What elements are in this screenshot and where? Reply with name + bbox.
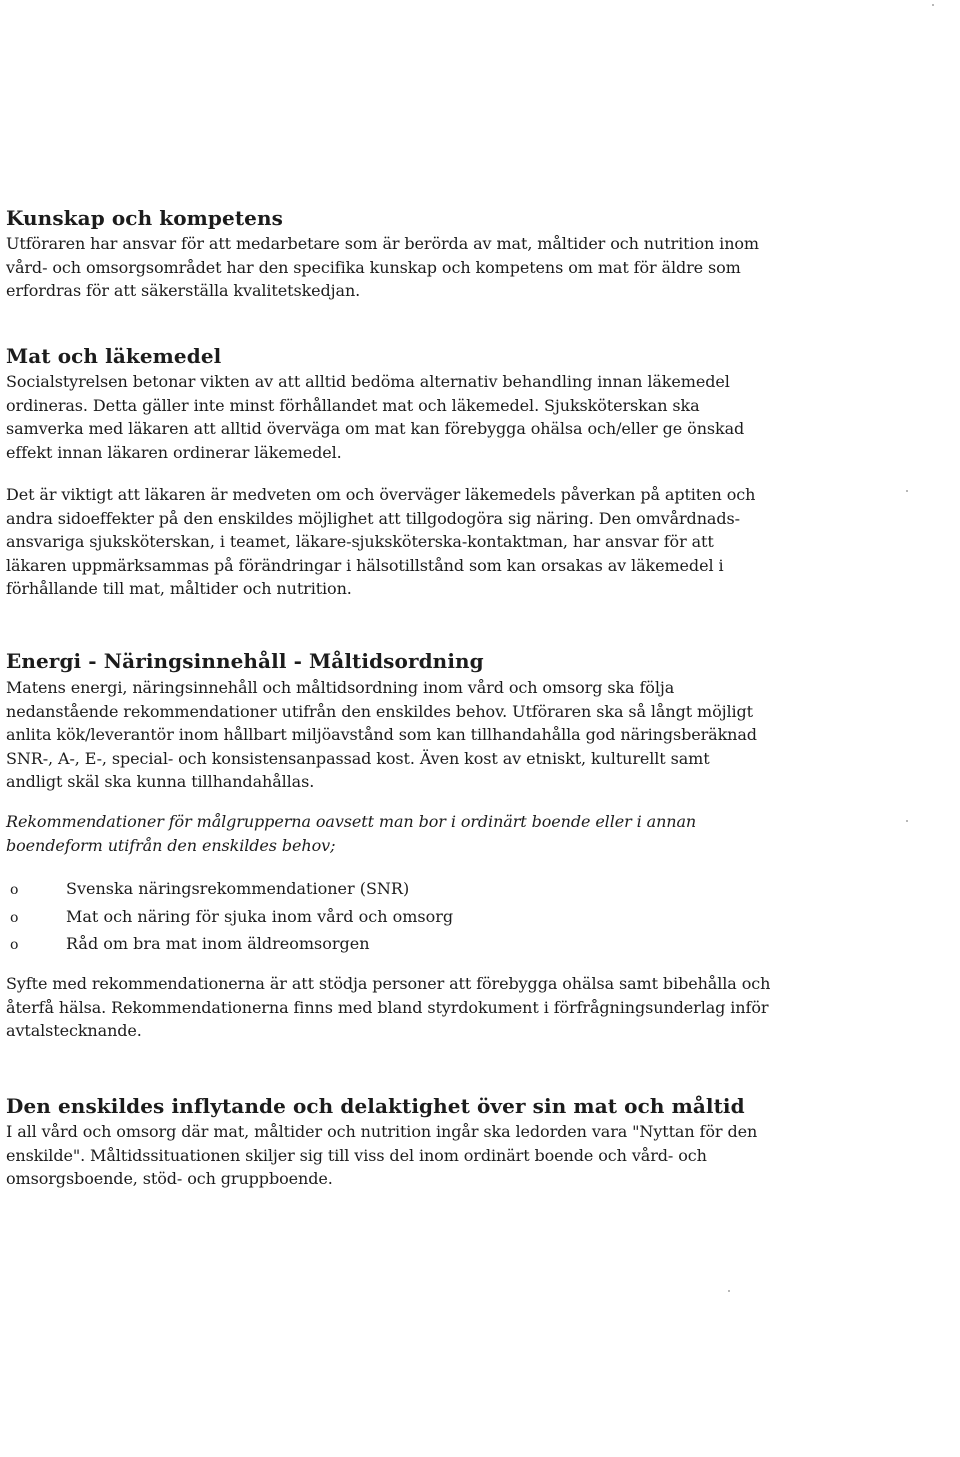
paragraph-mat-lakemedel-2: Det är viktigt att läkaren är medveten om och överväger läkemedels påverkan på aptiten och andra sidoeffekter på den enskildes möjlighet att tillgodogöra sig näring. Den omvårdnads- ansvariga sjuksköterskan, i teamet, läkare-sjuksköterska-kontaktman, har ansvar för att läkaren uppmärksammas på förändringar i hälsotillstånd som kan orsakas av läkemedel i förhållande till mat, måltider och nutrition.	[6, 485, 756, 598]
bullet-marker: o	[10, 882, 19, 898]
list-item-text: Svenska näringsrekommendationer (SNR)	[66, 879, 410, 898]
list-item	[10, 931, 453, 959]
paragraph-rekommendationer-intro: Rekommendationer för målgrupperna oavsett man bor i ordinärt boende eller i annan boendeform utifrån den enskildes behov;	[6, 812, 697, 855]
scan-speck	[906, 490, 908, 492]
paragraph-kunskap: Utföraren har ansvar för att medarbetare som är berörda av mat, måltider och nutrition inom vård- och omsorgsområdet har den specifika kunskap och kompetens om mat för äldre som erfordras för att säkerställa kvalitetskedjan.	[6, 234, 760, 300]
list-item-text: Råd om bra mat inom äldreomsorgen	[66, 934, 370, 953]
paragraph-syfte: Syfte med rekommendationerna är att stödja personer att förebygga ohälsa samt bibehålla och återfå hälsa. Rekommendationerna finns med bland styrdokument i förfrågningsunderlag inför avtalstecknande.	[6, 974, 771, 1040]
heading-energi-naringsinnehall: Energi - Näringsinnehåll - Måltidsordning	[6, 649, 484, 673]
scan-speck	[932, 4, 934, 6]
list-item-text: Mat och näring för sjuka inom vård och omsorg	[66, 906, 454, 926]
scan-speck	[906, 820, 908, 822]
heading-den-enskildes-inflytande: Den enskildes inflytande och delaktighet över sin mat och måltid	[6, 1094, 745, 1118]
list-item	[10, 904, 453, 932]
bullet-marker: o	[10, 937, 19, 953]
list-item	[10, 876, 453, 904]
paragraph-energi: Matens energi, näringsinnehåll och måltidsordning inom vård och omsorg ska följa nedanstående rekommendationer utifrån den enskildes behov. Utföraren ska så långt möjligt anlita kök/leverantör inom hållbart miljöavstånd som kan tillhandahålla god näringsberäknad SNR-, A-, E-, special- och konsistensanpassad kost. Även kost av etniskt, kulturellt samt andligt skäl ska kunna tillhandahållas.	[6, 678, 757, 791]
heading-kunskap-och-kompetens: Kunskap och kompetens	[6, 206, 284, 230]
bullet-marker: o	[10, 909, 19, 926]
paragraph-mat-lakemedel-1: Socialstyrelsen betonar vikten av att alltid bedöma alternativ behandling innan läkemedel ordineras. Detta gäller inte minst förhållandet mat och läkemedel. Sjuksköterskan ska samverka med läkaren att alltid överväga om mat kan förebygga ohälsa och/eller ge önskad effekt innan läkaren ordinerar läkemedel.	[6, 372, 745, 462]
paragraph-inflytande: I all vård och omsorg där mat, måltider och nutrition ingår ska ledorden vara "Nyttan för den enskilde". Måltidssituationen skiljer sig till viss del inom ordinärt boende och vård- och omsorgsboende, stöd- och gruppboende.	[6, 1122, 758, 1188]
scan-speck	[728, 1290, 730, 1292]
recommendations-list	[10, 876, 453, 959]
heading-mat-och-lakemedel: Mat och läkemedel	[6, 344, 222, 368]
